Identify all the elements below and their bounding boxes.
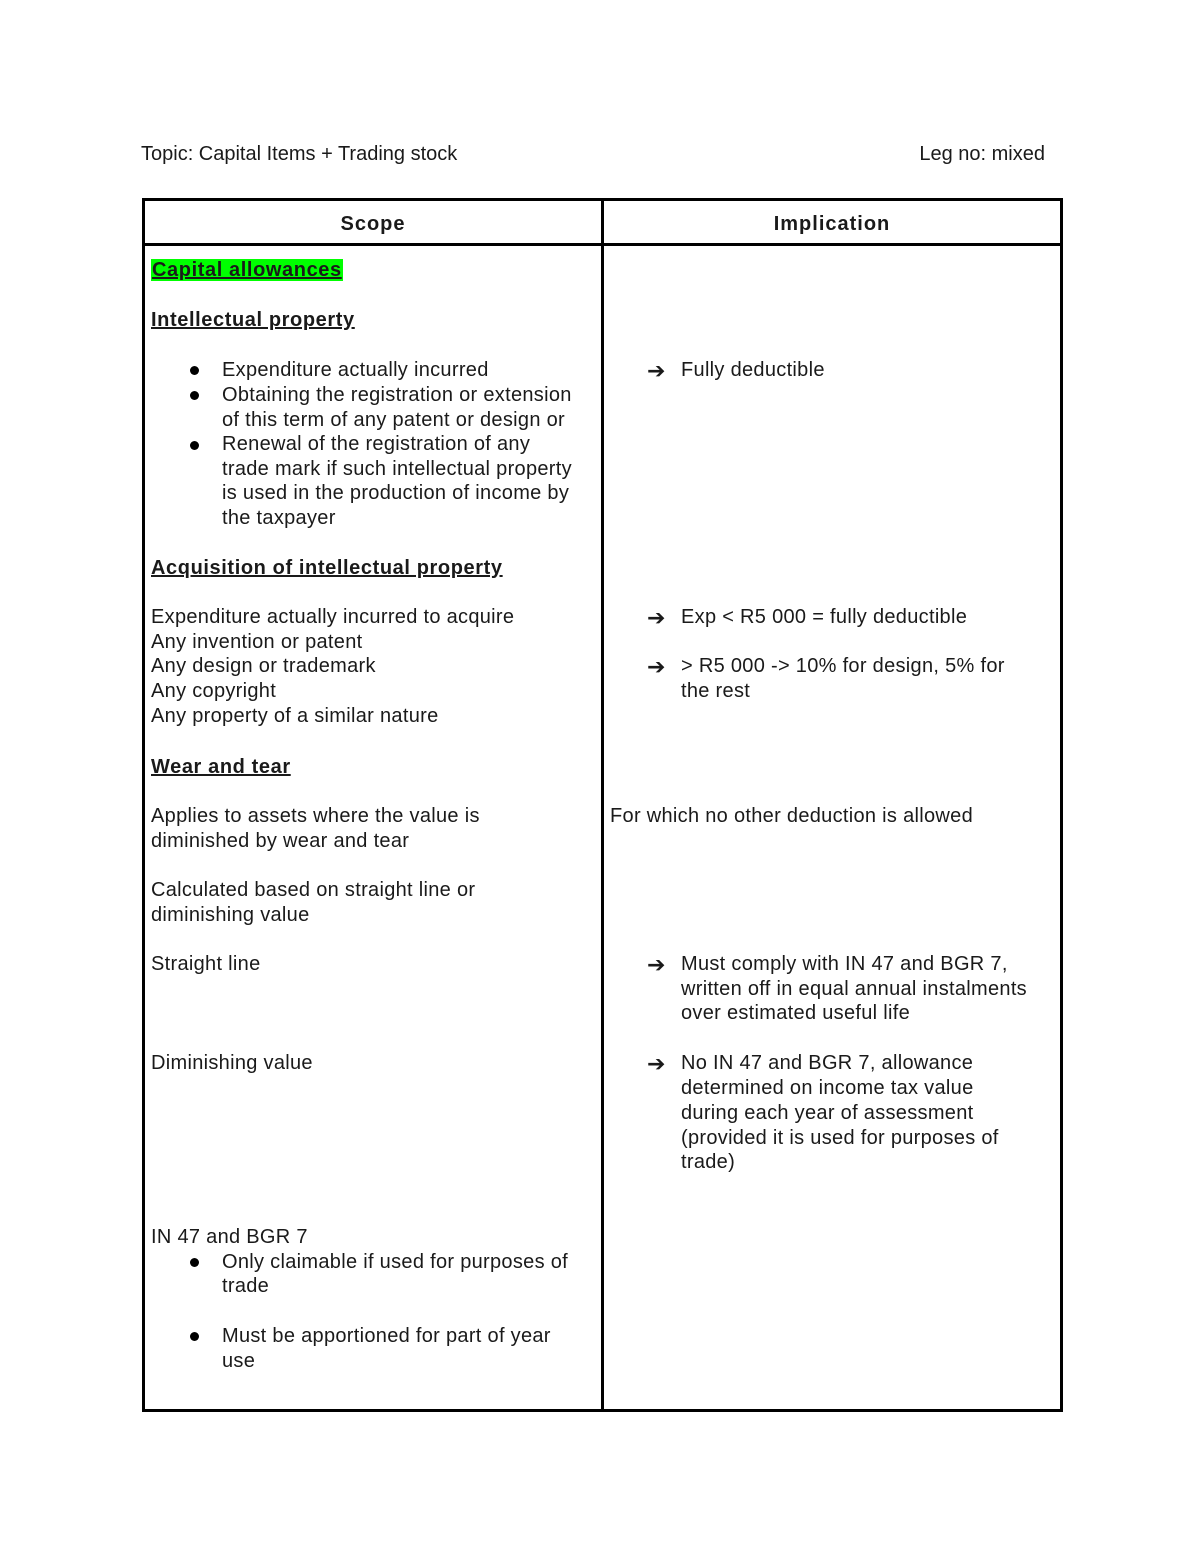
notes-table	[142, 198, 1063, 1412]
scope-text: Calculated based on straight line or	[151, 879, 476, 901]
scope-text: IN 47 and BGR 7	[151, 1226, 308, 1248]
list-item: Renewal of the registration of any	[222, 433, 531, 455]
list-item-continued: use	[222, 1350, 256, 1372]
column-divider	[601, 201, 604, 1409]
scope-text: Any copyright	[151, 680, 277, 702]
bullet-dot-icon	[190, 1258, 199, 1267]
right-arrow-icon: ➔	[647, 605, 666, 630]
section-heading-capital-allowances	[151, 258, 343, 283]
header-divider	[145, 243, 1060, 246]
bullet-dot-icon	[190, 1332, 199, 1341]
scope-text: Any design or trademark	[151, 655, 376, 677]
scope-text: Expenditure actually incurred to acquire	[151, 606, 515, 628]
leg-number-label: Leg no: mixed	[919, 143, 1045, 165]
right-arrow-icon: ➔	[647, 358, 666, 383]
scope-text: Any invention or patent	[151, 631, 363, 653]
bullet-dot-icon	[190, 366, 199, 375]
highlighted-text: Capital allowances	[152, 259, 342, 281]
implication-text-continued: trade)	[681, 1151, 736, 1173]
implication-text: For which no other deduction is allowed	[610, 805, 974, 827]
implication-text-continued: determined on income tax value	[681, 1077, 974, 1099]
scope-text: diminished by wear and tear	[151, 830, 410, 852]
list-item-continued: trade mark if such intellectual property	[222, 458, 572, 480]
scope-text: Diminishing value	[151, 1052, 313, 1074]
right-arrow-icon: ➔	[647, 952, 666, 977]
scope-text: diminishing value	[151, 904, 310, 926]
list-item: Only claimable if used for purposes of	[222, 1251, 569, 1273]
list-item-continued: is used in the production of income by	[222, 482, 570, 504]
implication-text: Must comply with IN 47 and BGR 7,	[681, 953, 1008, 975]
section-heading-intellectual-property: Intellectual property	[151, 309, 355, 331]
implication-text-continued: during each year of assessment	[681, 1102, 974, 1124]
implication-text: Fully deductible	[681, 359, 825, 381]
implication-text: Exp < R5 000 = fully deductible	[681, 606, 968, 628]
topic-label: Topic: Capital Items + Trading stock	[141, 143, 458, 165]
scope-text: Any property of a similar nature	[151, 705, 439, 727]
list-item: Obtaining the registration or extension	[222, 384, 572, 406]
section-heading-acquisition: Acquisition of intellectual property	[151, 557, 503, 579]
implication-text: > R5 000 -> 10% for design, 5% for	[681, 655, 1005, 677]
bullet-dot-icon	[190, 441, 199, 450]
right-arrow-icon: ➔	[647, 654, 666, 679]
list-item-continued: the taxpayer	[222, 507, 336, 529]
implication-text-continued: over estimated useful life	[681, 1002, 911, 1024]
list-item-continued: of this term of any patent or design or	[222, 409, 565, 431]
bullet-dot-icon	[190, 391, 199, 400]
list-item: Expenditure actually incurred	[222, 359, 489, 381]
right-arrow-icon: ➔	[647, 1051, 666, 1076]
scope-text: Applies to assets where the value is	[151, 805, 480, 827]
implication-text-continued: the rest	[681, 680, 751, 702]
implication-text-continued: written off in equal annual instalments	[681, 978, 1027, 1000]
list-item: Must be apportioned for part of year	[222, 1325, 551, 1347]
column-header-scope: Scope	[340, 213, 406, 235]
column-header-implication: Implication	[773, 213, 891, 235]
section-heading-wear-and-tear: Wear and tear	[151, 756, 291, 778]
scope-text: Straight line	[151, 953, 261, 975]
list-item-continued: trade	[222, 1275, 270, 1297]
implication-text-continued: (provided it is used for purposes of	[681, 1127, 999, 1149]
implication-text: No IN 47 and BGR 7, allowance	[681, 1052, 974, 1074]
